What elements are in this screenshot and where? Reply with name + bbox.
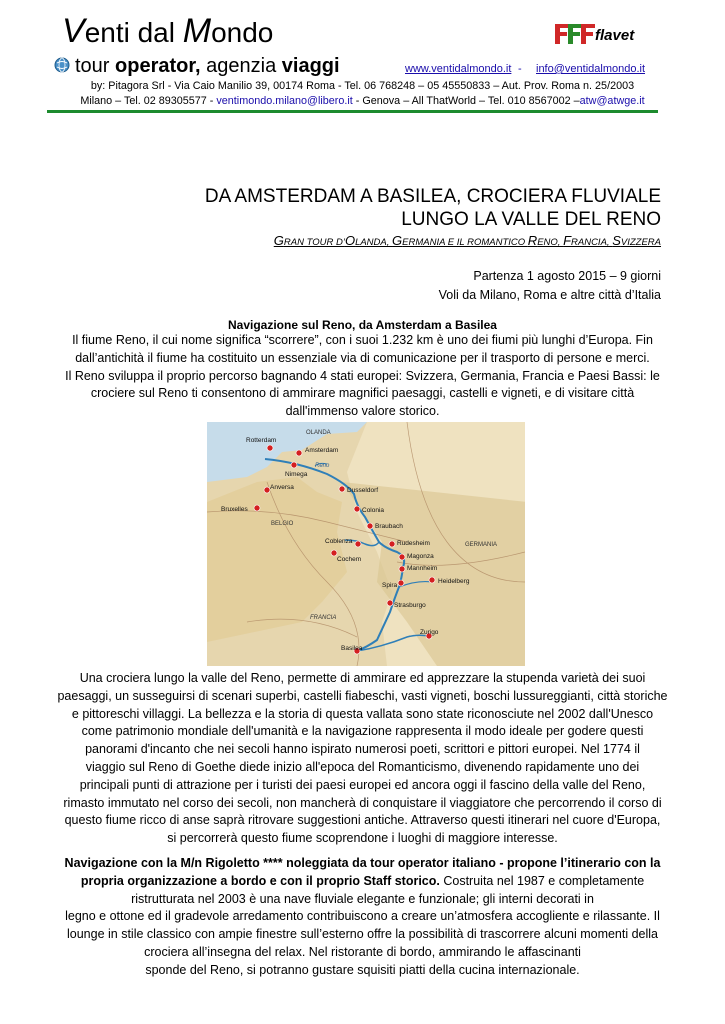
departure-date: Partenza 1 agosto 2015 – 9 giorni — [473, 269, 661, 283]
city-dot-rotterdam — [267, 445, 273, 451]
website-link[interactable]: www.ventidalmondo.it — [405, 63, 512, 75]
city-label-colonia: Colonia — [362, 507, 385, 514]
valley-paragraph: Una crociera lungo la valle del Reno, permette di ammirare ed apprezzare la stupenda varietà dei suoi paesaggi, un susseguirsi di scenari superbi, castelli fiabeschi, vasti vigneti, boschi lussureggianti, città storiche e pittoreschi villaggi. La bellezza e la storia di questa vallata sono state riconosciute nel 2002 dall'Unesco come patrimonio mondiale dell'umanità e la navigazione rappresenta il modo ideale per godere questi panorami d'incanto che nei secoli hanno ispirato numerosi poeti, scrittori e pittori europei. Nel 1774 il viaggio sul Reno di Goethe diede inizio all'epoca del Romanticismo, divenendo rapidamente uno dei principali punti di attrazione per i turisti dei paesi europei ed ancora oggi il fascino della valle del Reno, rimasto immutato nel corso dei secoli, non mancherà di conquistare il viaggiatore che percorrendo il corso di questo fiume ricco di anse saprà ritrovare suggestioni antiche. Attraverso questi itinerari nel cuore d'Europa, si percorrerà questo fiume scoprendone i luoghi di maggiore interesse. — [57, 671, 668, 846]
city-label-heidelberg: Heidelberg — [438, 578, 470, 585]
city-label-rudesheim: Rudesheim — [397, 540, 430, 547]
country-label-belgio: BELGIO — [271, 521, 294, 527]
country-label-olanda: OLANDA — [306, 430, 331, 436]
city-label-dusseldorf: Dusseldorf — [347, 487, 379, 494]
country-label-francia: FRANCIA — [310, 615, 337, 621]
city-label-strasburgo: Strasburgo — [394, 602, 426, 609]
city-label-amsterdam: Amsterdam — [305, 447, 339, 454]
city-dot-coblenza — [355, 541, 361, 547]
city-label-coblenza: Coblenza — [325, 538, 353, 545]
intro-paragraph: Il fiume Reno, il cui nome significa “scorrere”, con i suoi 1.232 km è uno dei fiumi più lunghi d’Europa. Fin dall’antichità il fiume ha costituito un essenziale via di comunicazione per il trasporto di persone e merci. Il Reno sviluppa il proprio percorso bagnando 4 stati europei: Svizzera, Germania, Francia e Paesi Bassi: le crociere sul Reno ti consentono di ammirare magnifici paesaggi, castelli e vigneti, e di visitare città dall'immenso valore storico. — [65, 333, 660, 419]
company-info-line1: by: Pitagora Srl - Via Caio Manilio 39, 00174 Roma - Tel. 06 768248 – 05 45550833 – Aut. Prov. Roma n. 25/2003 — [90, 80, 635, 92]
tour-subtitle: GRAN TOUR D’OLANDA, GERMANIA E IL ROMANTICO RENO, FRANCIA, SVIZZERA — [273, 233, 661, 248]
city-dot-strasburgo — [387, 600, 393, 606]
city-dot-spira — [398, 580, 404, 586]
city-label-zurigo: Zurigo — [420, 629, 439, 636]
company-info-line2: Milano – Tel. 02 89305577 - ventimondo.milano@libero.it - Genova – All ThatWorld – Tel. 010 8567002 –atw@atwge.it — [80, 95, 645, 107]
departure-flights: Voli da Milano, Roma e altre città d’Italia — [438, 288, 661, 302]
page-title-line2: LUNGO LA VALLE DEL RENO — [401, 209, 661, 230]
city-dot-colonia — [354, 506, 360, 512]
genova-email-link[interactable]: atw@atwge.it — [579, 95, 645, 107]
country-label-germania: GERMANIA — [465, 542, 498, 548]
rhine-route-map — [207, 422, 525, 666]
city-dot-braubach — [367, 523, 373, 529]
city-dot-bruxelles — [254, 505, 260, 511]
city-dot-amsterdam — [296, 450, 302, 456]
milano-email-link[interactable]: ventimondo.milano@libero.it — [216, 95, 353, 107]
section-heading-navigation: Navigazione sul Reno, da Amsterdam a Basilea — [228, 318, 497, 332]
city-dot-rudesheim — [389, 541, 395, 547]
city-label-braubach: Braubach — [375, 523, 403, 530]
page-title-line1: DA AMSTERDAM A BASILEA, CROCIERA FLUVIALE — [204, 186, 661, 207]
city-label-magonza: Magonza — [407, 553, 434, 560]
flavet-logo — [553, 20, 653, 48]
city-label-bruxelles: Bruxelles — [221, 506, 248, 513]
city-dot-mannheim — [399, 566, 405, 572]
header-separator: - — [518, 63, 522, 75]
city-dot-dusseldorf — [339, 486, 345, 492]
city-label-anversa: Anversa — [270, 484, 294, 491]
logo-text: flavet — [595, 27, 635, 44]
globe-icon — [54, 57, 70, 73]
ship-paragraph: Navigazione con la M/n Rigoletto **** noleggiata da tour operator italiano - propone l’itinerario con la propria organizzazione a bordo e con il proprio Staff storico. Costruita nel 1987 e completamente ristrutturata nel 2003 è una nave fluviale elegante e funzionale; gli interni decorati in legno e ottone ed il gradevole arredamento contribuiscono a creare un’atmosfera accogliente e rilassante. Il lounge in stile classico con ampie finestre sull’esterno offre la possibilità di trascorrere alcuni momenti della crociera all’insegna del relax. Nel ristorante di bordo, ammirando le affascinanti sponde del Reno, si potranno gustare squisiti piatti della cucina internazionale. — [64, 856, 661, 977]
city-dot-nimega — [291, 462, 297, 468]
flavet-logo-mark — [553, 20, 597, 46]
city-label-basilea: Basilea — [341, 645, 363, 652]
brand-name: Venti dal Mondo — [62, 12, 274, 50]
header-divider — [47, 110, 658, 113]
city-dot-magonza — [399, 554, 405, 560]
city-label-cochem: Cochem — [337, 556, 362, 563]
header-subtitle: tour operator, agenzia viaggi — [75, 55, 340, 77]
email-link[interactable]: info@ventidalmondo.it — [536, 63, 646, 75]
city-label-rotterdam: Rotterdam — [246, 437, 277, 444]
city-dot-heidelberg — [429, 577, 435, 583]
city-label-spira: Spira — [382, 582, 398, 589]
city-label-mannheim: Mannheim — [407, 565, 438, 572]
city-label-nimega: Nimega — [285, 471, 308, 478]
river-label-reno: Reno — [315, 463, 330, 469]
